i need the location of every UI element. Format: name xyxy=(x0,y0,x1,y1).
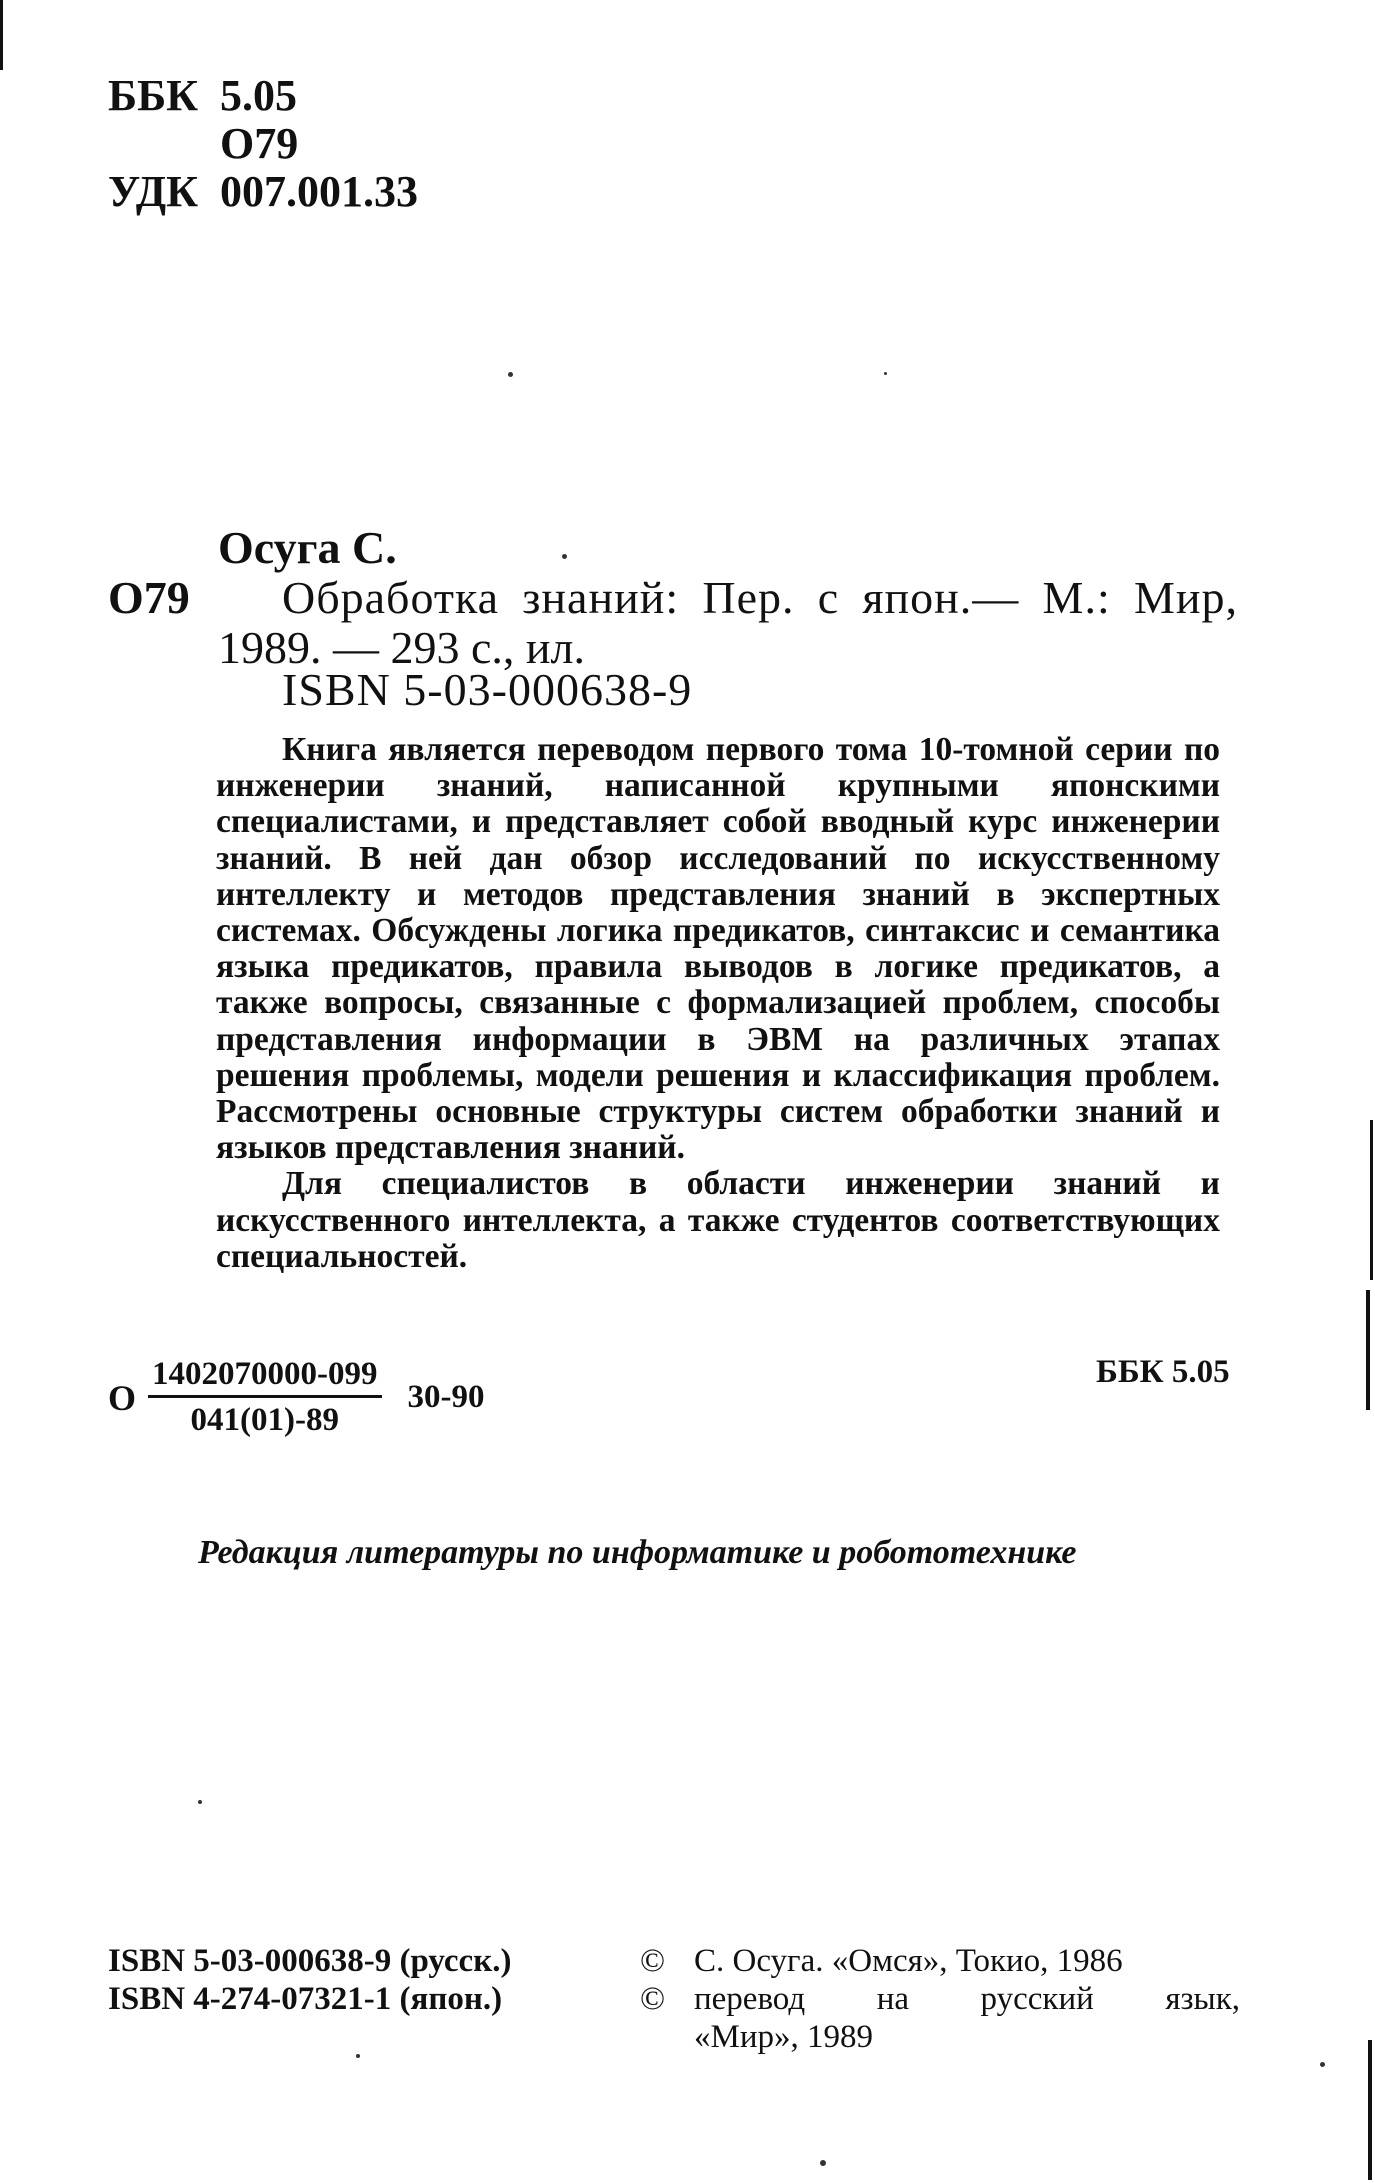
copyright-block xyxy=(640,1942,1240,2056)
book-code: О79 xyxy=(108,572,190,623)
scan-speck xyxy=(820,2160,826,2166)
author-sign: О79 xyxy=(220,119,299,168)
book-title: Обработка знаний: Пер. с япон.— М.: Мир, xyxy=(282,572,1238,623)
publication-details: 1989. — 293 с., ил. xyxy=(218,622,585,673)
copyright-line: С. Осуга. «Омся», Токио, 1986 xyxy=(694,1943,1123,1979)
scan-edge-mark xyxy=(0,0,3,70)
scan-speck xyxy=(508,372,513,377)
annotation xyxy=(216,732,1220,1275)
isbn-main: ISBN 5-03-000638-9 xyxy=(282,664,693,715)
annotation-paragraph: Книга является переводом первого тома 10-томной серии по инженерии знаний, написанной крупными японскими специалистами, и представляет собой вводный курс инженерии знаний. В ней дан обзор исследований по искусственному интеллекту и методов представления знаний в экспертных системах. Обсуждены логика предикатов, синтаксис и семантика языка предикатов, правила выводов в логике предикатов, а также вопросы, связанные с формализацией проблем, способы представления информации в ЭВМ на различных этапах решения проблемы, модели решения и классификация проблем. Рассмотрены основные структуры систем обработки знаний и языков представления знаний. xyxy=(216,731,1220,1167)
price: 30-90 xyxy=(407,1379,485,1415)
bbk-right: ББК 5.05 xyxy=(1096,1354,1230,1390)
copyright-line: перевод на русский язык, xyxy=(694,1981,1240,2017)
author-name: Осуга С. xyxy=(218,522,397,573)
copyright-icon: © xyxy=(640,1943,666,1979)
copyright-icon: © xyxy=(640,1981,666,2017)
catalog-index xyxy=(108,1356,485,1439)
scan-edge-mark xyxy=(1366,1290,1370,1410)
catalog-prefix: О xyxy=(108,1377,137,1418)
scan-speck xyxy=(1320,2062,1325,2067)
spacer xyxy=(108,120,220,168)
udk-code: 007.001.33 xyxy=(220,167,418,216)
catalog-numerator: 1402070000-099 xyxy=(148,1356,382,1398)
scan-edge-mark xyxy=(1368,2040,1372,2180)
isbn-list xyxy=(108,1942,511,2018)
isbn-russian: ISBN 5-03-000638-9 (русск.) xyxy=(108,1943,512,1979)
catalog-denominator: 041(01)-89 xyxy=(190,1402,339,1438)
classification-block xyxy=(108,72,418,216)
bbk-code: 5.05 xyxy=(220,71,297,120)
editorial-note: Редакция литературы по информатике и робототехнике xyxy=(198,1534,1077,1571)
isbn-japanese: ISBN 4-274-07321-1 (япон.) xyxy=(108,1981,503,2017)
bbk-label: ББК xyxy=(108,71,199,120)
scan-speck xyxy=(562,554,567,559)
scan-speck xyxy=(884,372,887,375)
udk-label: УДК xyxy=(108,167,199,216)
scan-speck xyxy=(198,1800,202,1804)
catalog-fraction xyxy=(148,1356,382,1439)
scan-speck xyxy=(356,2054,360,2058)
copyright-line: «Мир», 1989 xyxy=(694,2019,874,2055)
annotation-paragraph: Для специалистов в области инженерии знаний и искусственного интеллекта, а также студентов соответствующих специальностей. xyxy=(216,1165,1220,1275)
scan-edge-mark xyxy=(1370,1120,1373,1280)
